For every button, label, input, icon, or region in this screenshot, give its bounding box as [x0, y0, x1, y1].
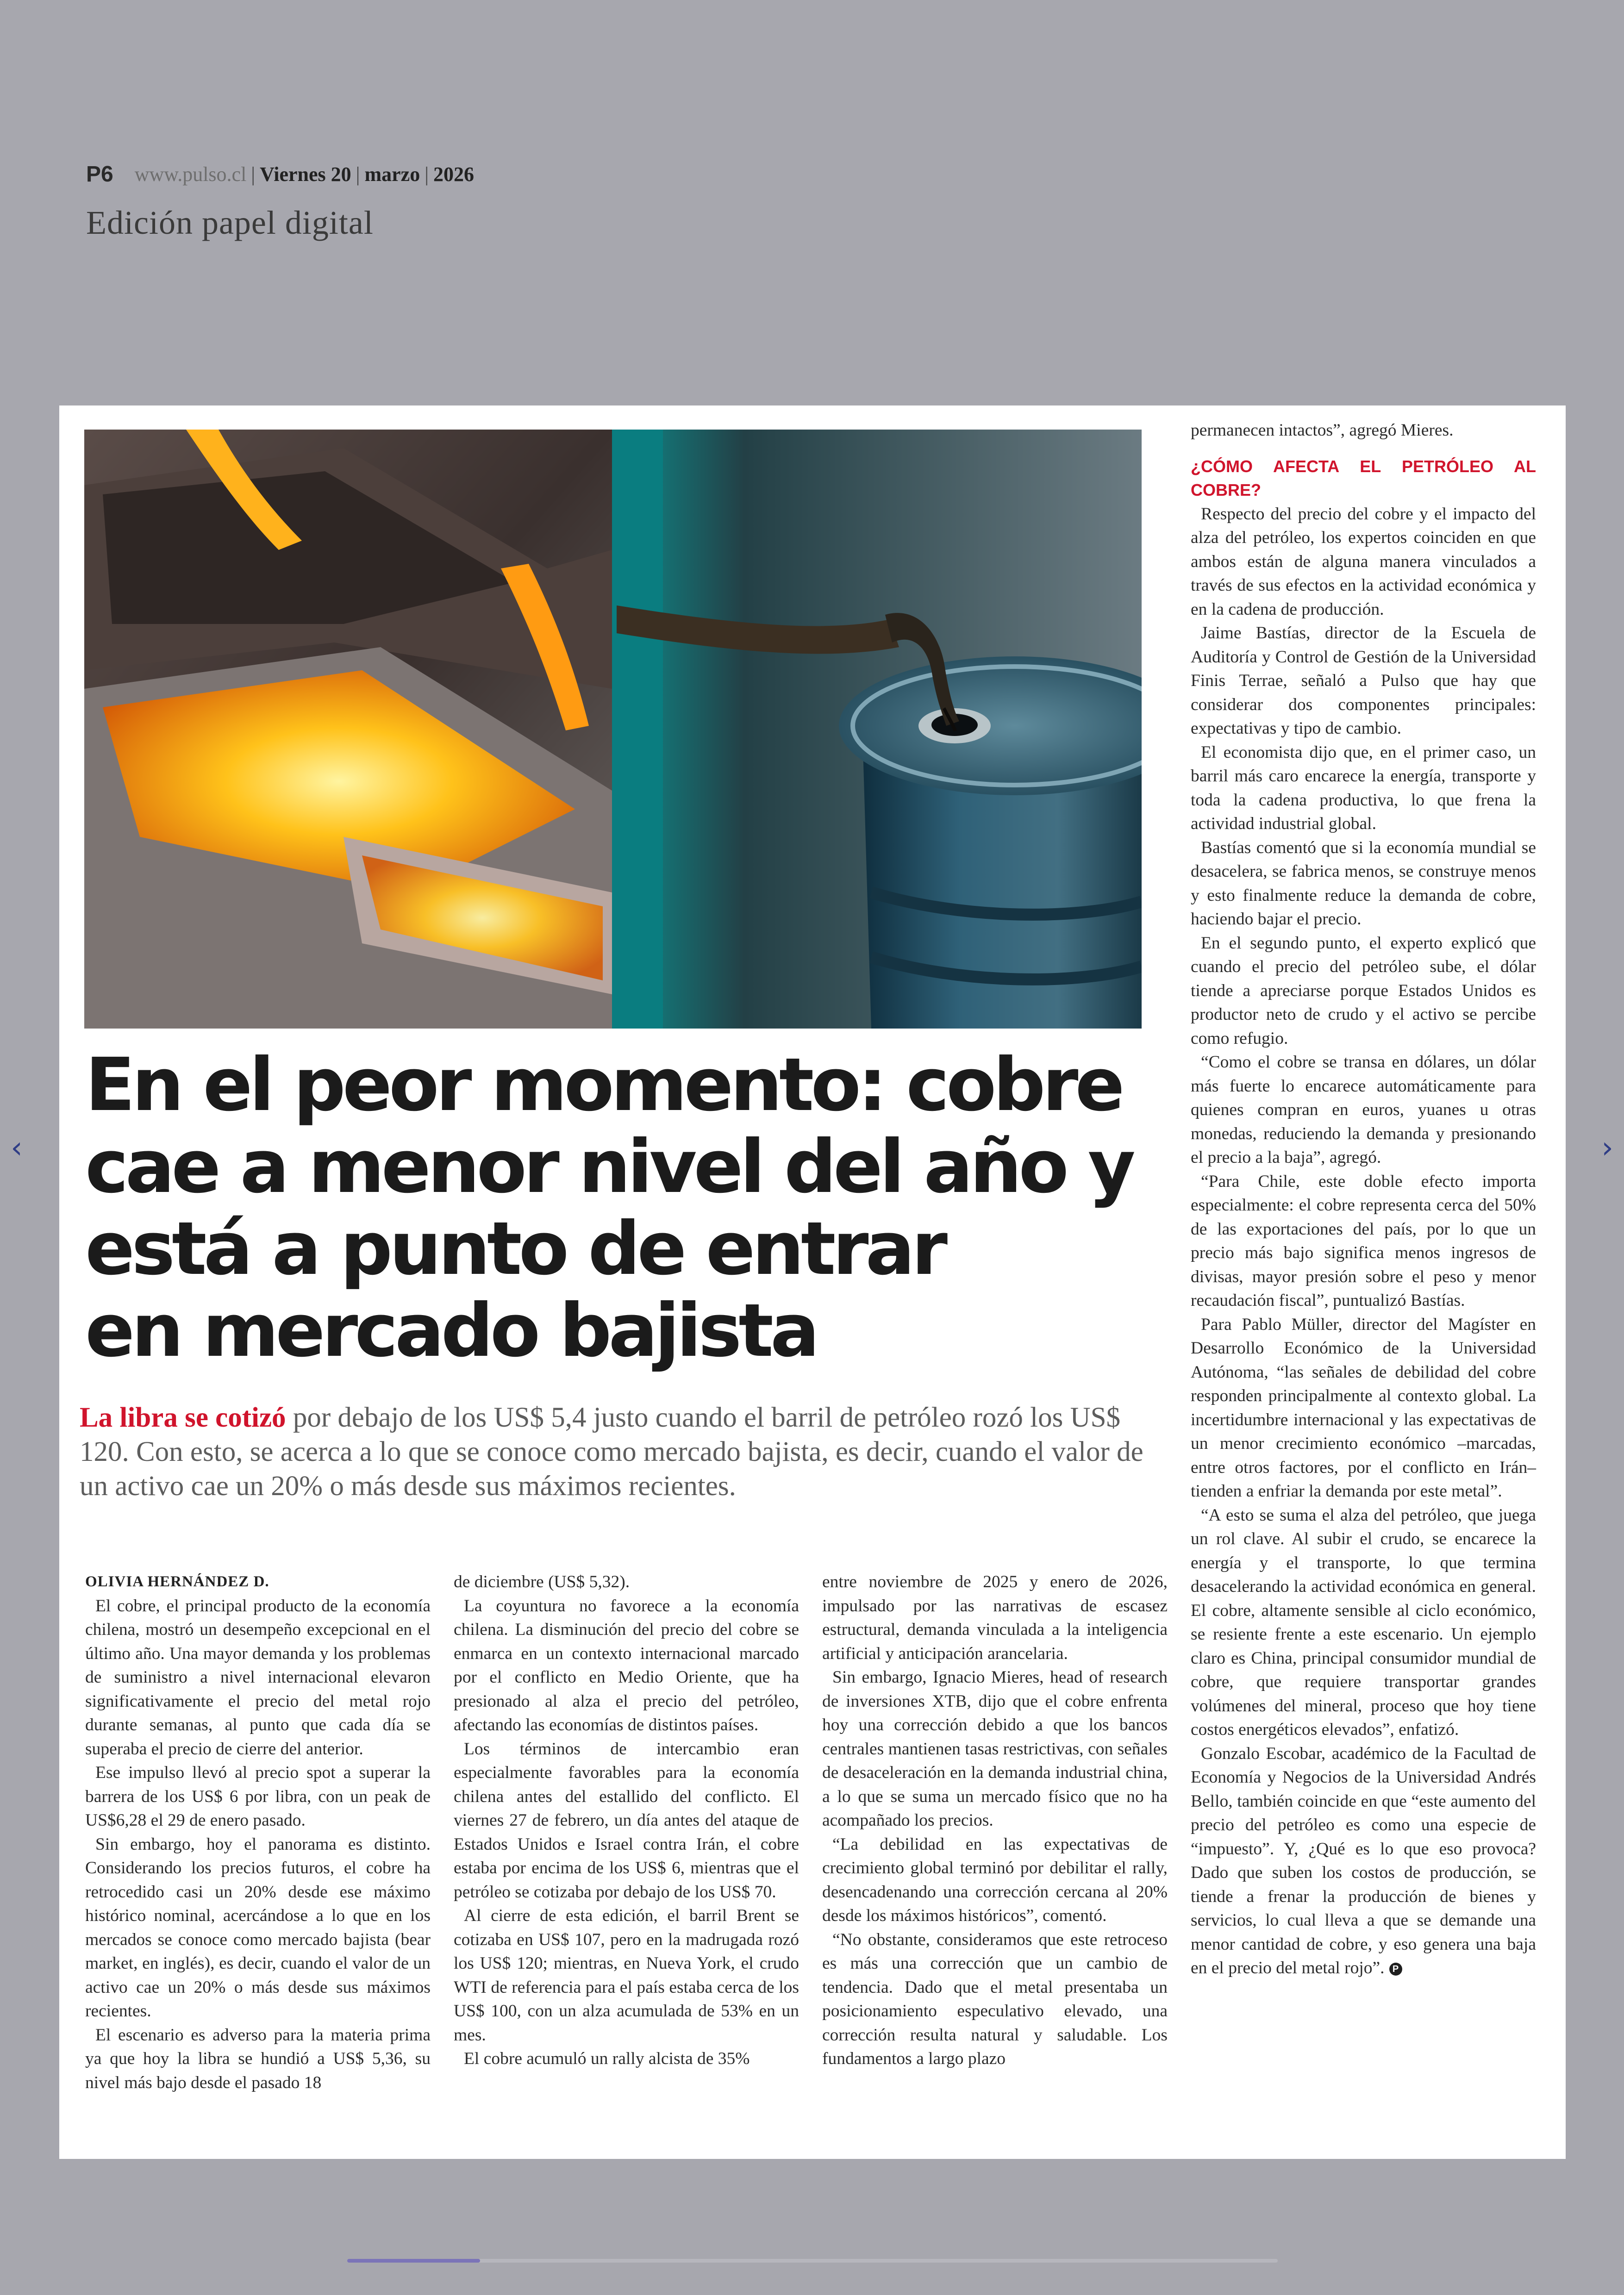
date-month: marzo — [364, 162, 420, 186]
paragraph: Respecto del precio del cobre y el impacto del alza del petróleo, los expertos coinciden en que ambos están de alguna manera vinculados a través de sus efectos en la actividad económica y en la cadena de producción. — [1191, 504, 1536, 619]
paragraph: “A esto se suma el alza del petróleo, que juega un rol clave. Al subir el crudo, se encarece la energía y el transporte, lo que termina desacelerando la actividad económica en general. El cobre, altamente sensible al ciclo económico, se resiente frente a este escenario. Un ejemplo claro es China, principal consumidor mundial de cobre, que requiere transportar grandes volúmenes del mineral, proceso que hoy tiene costos energéticos elevados”, enfatizó. — [1191, 1505, 1536, 1739]
paragraph: El economista dijo que, en el primer caso, un barril más caro encarece la energía, transporte y toda la cadena productiva, lo que frena la actividad industrial global. — [1191, 742, 1536, 833]
paragraph: La coyuntura no favorece a la economía chilena. La disminución del precio del cobre se enmarca en un contexto internacional marcado por el conflicto en Medio Oriente, que ha presionado al alza el precio del petróleo, afectando las economías de distintos países. — [454, 1596, 799, 1734]
deck-lead: La libra se cotizó — [80, 1402, 286, 1433]
chevron-right-icon: › — [1601, 1131, 1613, 1165]
article-column-2 — [454, 1570, 799, 2071]
section-subhead: ¿CÓMO AFECTA EL PETRÓLEO AL COBRE? — [1191, 456, 1536, 499]
paragraph: Los términos de intercambio eran especialmente favorables para la economía chilena antes del estallido del conflicto. El viernes 27 de febrero, un día antes del ataque de Estados Unidos e Israel contra Irán, el cobre estaba por encima de los US$ 6, mientras que el petróleo se cotizaba por debajo de los US$ 70. — [454, 1739, 799, 1902]
article-column-1 — [85, 1570, 431, 2095]
paragraph: “Como el cobre se transa en dólares, un dólar más fuerte lo encarece automáticamente para quienes compran en euros, yuanes u otras monedas, reduciendo la demanda y presionando el precio a la baja”, agregó. — [1191, 1053, 1536, 1167]
headline — [85, 1044, 1150, 1372]
separator: | — [251, 162, 256, 186]
reader-progress-fill — [347, 2259, 480, 2263]
pulso-end-mark-icon: P — [1389, 1963, 1402, 1976]
paragraph-text: Gonzalo Escobar, académico de la Facultad de Economía y Negocios de la Universidad Andrés Bello, también coincide en que “este aumento del precio del petróleo es como una especie de “impuesto”. Y, ¿Qué es lo que eso provoca? Dado que suben los costos de producción, se tiende a frenar la producción de bienes y servicios, lo cual lleva a que se demande una menor cantidad de cobre, y eso genera una baja en el precio del metal rojo”. — [1191, 1744, 1536, 1977]
byline: OLIVIA HERNÁNDEZ D. — [85, 1573, 269, 1590]
article-deck — [80, 1401, 1154, 1503]
article-photo — [84, 430, 1142, 1029]
paragraph: En el segundo punto, el experto explicó que cuando el precio del petróleo sube, el dólar tiende a apreciarse porque Estados Unidos es productor neto de crudo y el activo se percibe como refugio. — [1191, 933, 1536, 1048]
headline-line: cae a menor nivel del año y — [85, 1124, 1132, 1210]
paragraph: Para Pablo Müller, director del Magíster en Desarrollo Económico de la Universidad Autónoma, “las señales de debilidad del cobre responden principalmente al contexto global. La incertidumbre internacional y las expectativas de un menor crecimiento económico –marcadas, entre otros factores, por el conflicto en Irán– tienden a enfriar la demanda por este metal”. — [1191, 1315, 1536, 1501]
headline-line: en mercado bajista — [85, 1288, 817, 1373]
paragraph: de diciembre (US$ 5,32). — [454, 1572, 630, 1591]
headline-line: En el peor momento: cobre — [85, 1042, 1122, 1128]
paragraph: El escenario es adverso para la materia prima ya que hoy la libra se hundió a US$ 5,36, su nivel más bajo desde el pasado 18 — [85, 2025, 431, 2092]
paragraph: entre noviembre de 2025 y enero de 2026, impulsado por las narrativas de escasez estructural, demanda vinculada a la inteligencia artificial y anticipación arancelaria. — [822, 1572, 1168, 1663]
paragraph: Bastías comentó que si la economía mundial se desacelera, se fabrica menos, se construye menos y esto finalmente reduce la demanda de cobre, haciendo bajar el precio. — [1191, 838, 1536, 929]
paragraph: Sin embargo, hoy el panorama es distinto. Considerando los precios futuros, el cobre ha retrocedido casi un 20% desde ese máximo histórico nominal, acercándose a lo que en los mercados se conoce como mercado bajista (bear market, en inglés), es decir, cuando el valor de un activo cae un 20% o más desde sus máximos recientes. — [85, 1834, 431, 2021]
article-column-4 — [1191, 418, 1536, 1980]
chevron-left-icon: ‹ — [11, 1131, 23, 1165]
paragraph: El cobre, el principal producto de la economía chilena, mostró un desempeño excepcional en el último año. Una mayor demanda y los problemas de suministro a nivel internacional elevaron significativamente el precio del metal rojo durante semanas, al punto que cada día se superaba el precio de cierre del anterior. — [85, 1596, 431, 1759]
site-url: www.pulso.cl — [134, 162, 247, 186]
paragraph: Jaime Bastías, director de la Escuela de Auditoría y Control de Gestión de la Universidad Finis Terrae, señaló a Pulso que hay que considerar dos componentes principales: expectativas y tipo de cambio. — [1191, 624, 1536, 738]
date-year: 2026 — [433, 162, 475, 186]
separator: | — [425, 162, 429, 186]
paragraph: “Para Chile, este doble efecto importa especialmente: el cobre representa cerca del 50% de las exportaciones del país, por lo que un precio más bajo significa menos ingresos de divisas, mayor presión sobre el peso y menor recaudación fiscal”, puntualizó Bastías. — [1191, 1172, 1536, 1310]
paragraph: El cobre acumuló un rally alcista de 35% — [464, 2049, 750, 2068]
paragraph: “La debilidad en las expectativas de crecimiento global terminó por debilitar el rally, desencadenando una corrección cercana al 20% desde los máximos históricos”, comentó. — [822, 1834, 1168, 1925]
reader-progress-bar[interactable] — [347, 2259, 1278, 2263]
newspaper-page — [59, 405, 1566, 2159]
page-number: P6 — [86, 162, 113, 187]
paragraph: Al cierre de esta edición, el barril Brent se cotizaba en US$ 107, pero en la madrugada rozó los US$ 120; mientras, en Nueva York, el crudo WTI de referencia para el país estaba cerca de los US$ 100, con un alza acumulada de 53% en un mes. — [454, 1906, 799, 2045]
article-column-3 — [822, 1570, 1168, 2071]
separator: | — [356, 162, 360, 186]
paragraph — [1191, 1742, 1536, 1980]
deck-text: por debajo de los US$ 5,4 justo cuando el barril de petróleo rozó los US$ 120. Con esto, se acerca a lo que se conoce como mercado bajista, es decir, cuando el valor de un activo cae un 20% o más desde sus máximos recientes. — [80, 1402, 1143, 1502]
page-header — [86, 156, 474, 193]
paragraph: permanecen intactos”, agregó Mieres. — [1191, 421, 1454, 440]
edition-title: Edición papel digital — [86, 204, 374, 241]
date-day: Viernes 20 — [260, 162, 351, 186]
prev-page-button[interactable] — [3, 1129, 31, 1166]
paragraph: “No obstante, consideramos que este retroceso es más una corrección que un cambio de tendencia. Dado que el metal presentaba un posicionamiento especulativo elevado, una corrección resulta natural y saludable. Los fundamentos a largo plazo — [822, 1930, 1168, 2068]
paragraph: Ese impulso llevó al precio spot a superar la barrera de los US$ 6 por libra, con un peak de US$6,28 el 29 de enero pasado. — [85, 1763, 431, 1830]
headline-line: está a punto de entrar — [85, 1206, 945, 1291]
next-page-button[interactable] — [1593, 1129, 1621, 1166]
paragraph: Sin embargo, Ignacio Mieres, head of research de inversiones XTB, dijo que el cobre enfrenta hoy una corrección debido a que los bancos centrales mantienen tasas restrictivas, con señales de desaceleración en la demanda industrial china, a lo que se suma un mercado físico que no ha acompañado los precios. — [822, 1668, 1168, 1830]
